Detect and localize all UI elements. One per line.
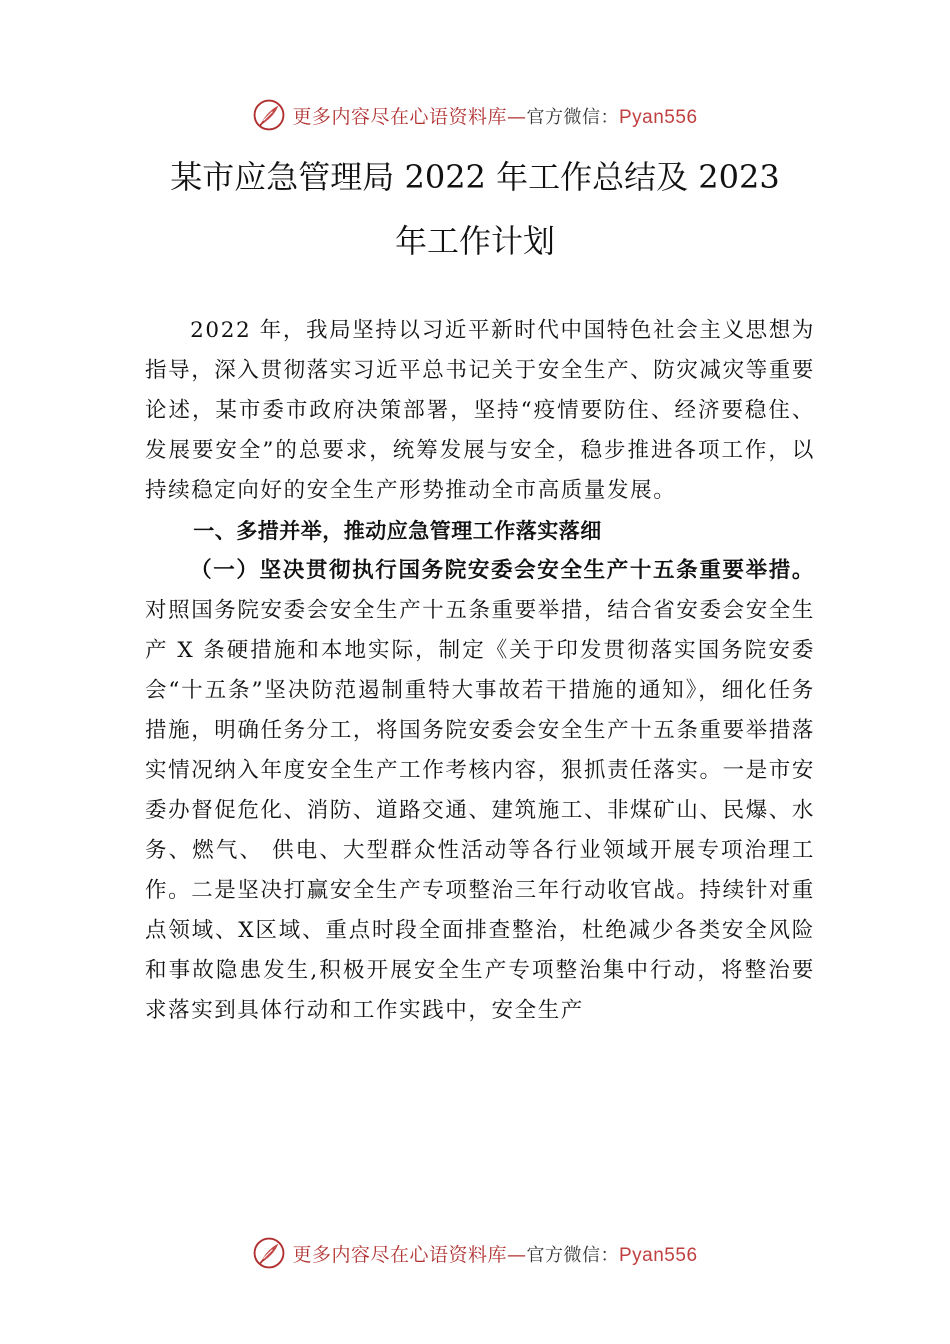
banner-site-name: 更多内容尽在心语资料库 [292,105,507,128]
document-title-line-1: 某市应急管理局 2022 年工作总结及 2023 [170,158,780,196]
feather-quill-logo-icon [252,98,286,132]
banner-text [292,102,697,129]
feather-quill-logo-icon [252,1236,286,1270]
banner-separator: — [507,1243,527,1266]
section-heading-1: 一、多措并举，推动应急管理工作落实落细 [193,519,602,543]
subsection-paragraph-1 [145,551,815,1031]
banner-wechat-label: 官方微信： [526,106,619,128]
banner-separator: — [507,105,527,128]
intro-paragraph: 2022 年，我局坚持以习近平新时代中国特色社会主义思想为指导，深入贯彻落实习近平总书记关于安全生产、防灾减灾等重要论述，某市委市政府决策部署，坚持“疫情要防住、经济要稳住、发展要安全”的总要求，统筹发展与安全，稳步推进各项工作，以持续稳定向好的安全生产形势推动全市高质量发展。 [145,318,815,503]
banner-site-name: 更多内容尽在心语资料库 [292,1243,507,1266]
banner-wechat-label: 官方微信： [526,1244,619,1266]
header-watermark-banner [0,93,950,137]
subsection-text-1: 对照国务院安委会安全生产十五条重要举措，结合省安委会安全生产 X 条硬措施和本地实际，制定《关于印发贯彻落实国务院安委会“十五条”坚决防范遏制重特大事故若干措施的通知》，细化任务措施，明确任务分工，将国务院安委会安全生产十五条重要举措落实情况纳入年度安全生产工作考核内容，狠抓责任落实。一是市安委办督促危化、消防、道路交通、建筑施工、非煤矿山、民爆、水务、燃气、 供电、大型群众性活动等各行业领域开展专项治理工作。二是坚决打赢安全生产专项整治三年行动收官战。持续针对重点领域、X区域、重点时段全面排查整治，杜绝减少各类安全风险和事故隐患发生,积极开展安全生产专项整治集中行动，将整治要求落实到具体行动和工作实践中，安全生产 [145,598,815,1023]
document-title-line-2: 年工作计划 [394,222,555,260]
banner-account: Pyan556 [619,106,698,128]
document-body [145,311,815,1031]
footer-watermark-banner [0,1231,950,1275]
banner-text [292,1240,697,1267]
banner-account: Pyan556 [619,1244,698,1266]
subsection-lead-1: （一）坚决贯彻执行国务院安委会安全生产十五条重要举措。 [190,558,815,583]
